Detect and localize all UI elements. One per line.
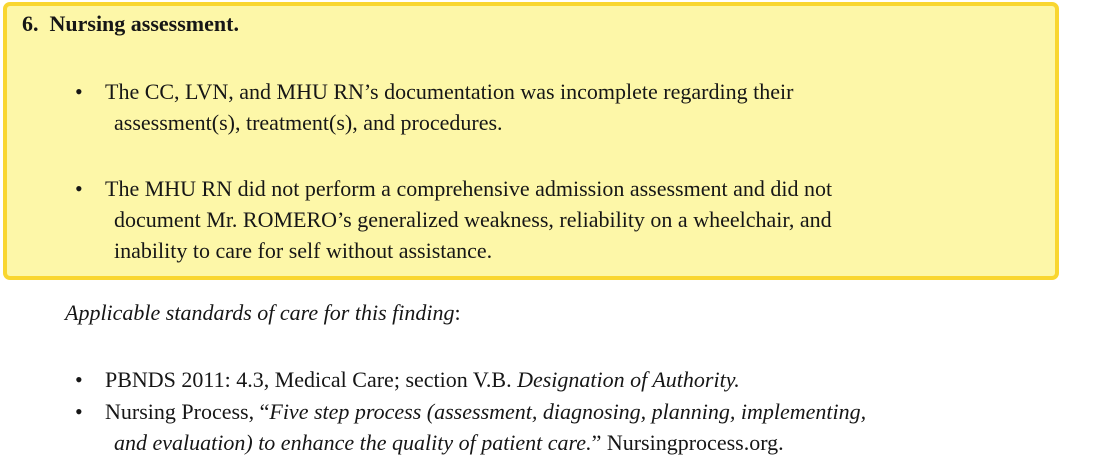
bullet-icon: • [75, 79, 83, 104]
finding-bullet-line: inability to care for self without assistance. [114, 238, 493, 263]
finding-bullet-line: assessment(s), treatment(s), and procedures. [114, 110, 503, 135]
bullet-icon: • [75, 367, 83, 392]
standard-item [75, 396, 1065, 458]
finding-heading [22, 10, 239, 38]
standard-prefix: Nursing Process, “ [105, 399, 270, 424]
standards-intro-italic: Applicable standards of care for this finding [65, 300, 455, 325]
standard-item [75, 366, 1065, 394]
standards-intro [65, 298, 461, 328]
standard-italic: and evaluation) to enhance the quality of patient care. [114, 430, 592, 455]
standard-line [105, 366, 1065, 394]
finding-bullet-line: document Mr. ROMERO’s generalized weakness, reliability on a wheelchair, and [114, 207, 832, 232]
standard-italic: Designation of Authority. [517, 367, 740, 392]
standard-italic: Five step process (assessment, diagnosing, planning, implementing, [269, 399, 867, 424]
standard-suffix: ” Nursingprocess.org. [591, 430, 784, 455]
finding-bullet-item [75, 173, 1010, 266]
finding-bullet-line: The CC, LVN, and MHU RN’s documentation was incomplete regarding their [105, 79, 794, 104]
standards-intro-suffix: : [454, 300, 461, 325]
finding-bullet-item [75, 76, 1000, 138]
bullet-icon: • [75, 399, 83, 424]
standard-text: PBNDS 2011: 4.3, Medical Care; section V.B. [105, 367, 518, 392]
standard-line [105, 427, 1065, 458]
finding-number: 6. [22, 11, 39, 36]
standard-line [105, 396, 1065, 427]
finding-title: Nursing assessment. [49, 11, 239, 36]
finding-bullet-line: The MHU RN did not perform a comprehensive admission assessment and did not [105, 176, 833, 201]
bullet-icon: • [75, 176, 83, 201]
